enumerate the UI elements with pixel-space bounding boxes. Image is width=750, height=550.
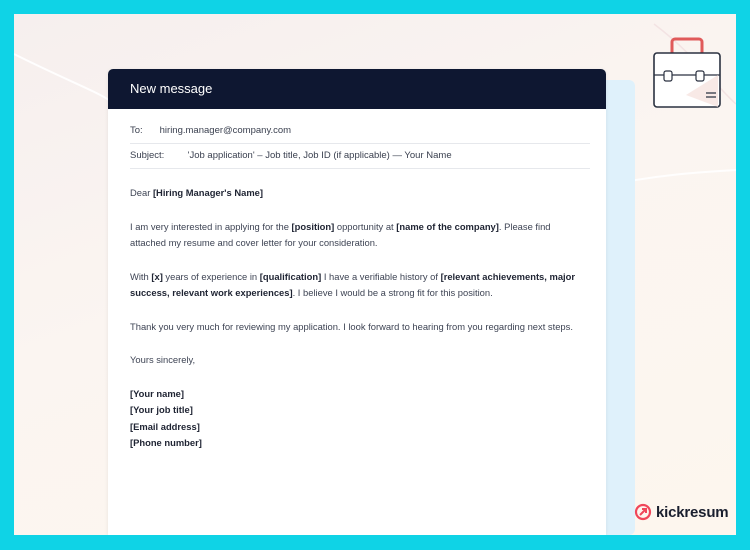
to-field[interactable]: [130, 119, 590, 144]
message-body[interactable]: [130, 185, 588, 452]
subject-value[interactable]: 'Job application' – Job title, Job ID (if applicable) — Your Name: [187, 150, 452, 161]
to-value[interactable]: hiring.manager@company.com: [159, 125, 292, 136]
signature-block: [130, 386, 588, 452]
subject-field[interactable]: [130, 144, 590, 169]
compose-window: [108, 69, 606, 535]
greeting: Dear [Hiring Manager's Name]: [130, 187, 264, 198]
signature-email: [Email address]: [130, 420, 200, 432]
signature-phone: [Phone number]: [130, 437, 202, 448]
window-title: New message: [108, 69, 606, 109]
kickresume-logo-icon: [634, 503, 652, 521]
kickresume-logo: [634, 502, 728, 522]
briefcase-icon: [650, 35, 730, 115]
background-canvas: [14, 14, 736, 535]
closing: Yours sincerely,: [130, 354, 196, 365]
paragraph-1: I am very interested in applying for the [position] opportunity at [name of the company]. Please find attached my resume and cover letter for your consideration.: [130, 220, 551, 248]
signature-job-title: [Your job title]: [130, 404, 193, 415]
paragraph-3: Thank you very much for reviewing my application. I look forward to hearing from you regarding next steps.: [130, 320, 573, 332]
subject-label: Subject:: [130, 150, 165, 161]
brand-name: kickresum: [656, 503, 729, 521]
to-label: To:: [130, 125, 143, 136]
signature-name: [Your name]: [130, 387, 184, 399]
paragraph-2: With [x] years of experience in [qualification] I have a verifiable history of [relevant achievements, major success, relevant work experiences]. I believe I would be a strong fit for this position.: [130, 270, 576, 298]
